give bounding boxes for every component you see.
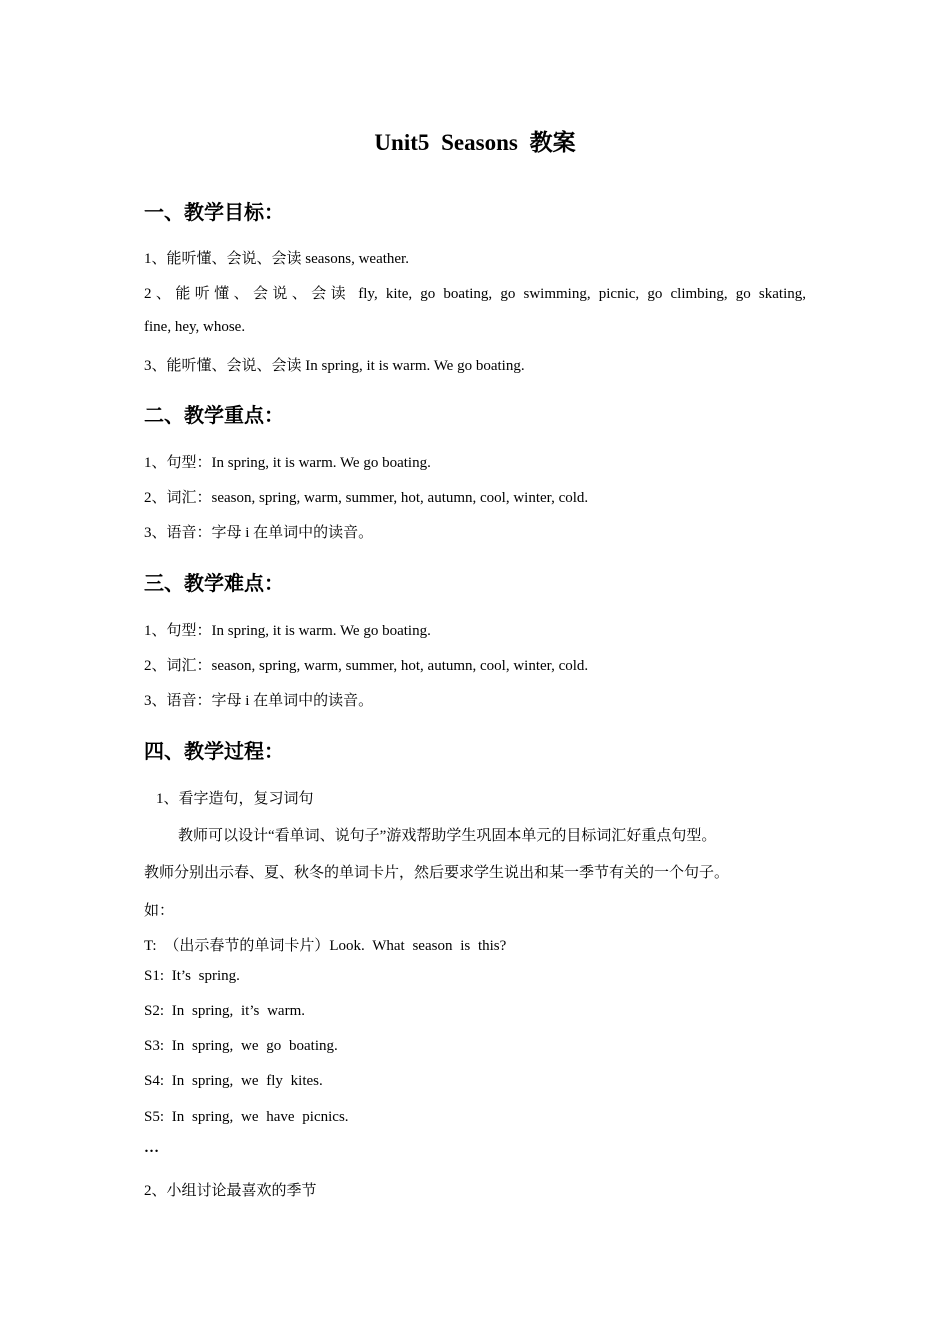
dialogue-line-teacher: T: （出示春节的单词卡片）Look. What season is this? [144,938,507,954]
objective-item-3: 3、能听懂、会说、会读 In spring, it is warm. We go boating. [144,358,525,374]
dialogue-line-s3: S3: In spring, we go boating. [144,1038,338,1054]
section-heading-process: 四、教学过程： [144,739,284,763]
dialogue-line-s5: S5: In spring, we have picnics. [144,1109,349,1125]
objective-item-1: 1、能听懂、会说、会读 seasons, weather. [144,251,409,267]
difficulty-item-2: 2、词汇：season, spring, warm, summer, hot, autumn, cool, winter, cold. [144,658,589,674]
difficulty-item-1: 1、句型：In spring, it is warm. We go boating. [144,623,431,639]
key-point-item-1: 1、句型：In spring, it is warm. We go boating. [144,455,431,471]
process-paragraph-3: 如： [144,903,175,919]
section-heading-key-points: 二、教学重点： [144,403,284,427]
objective-item-2: 2、能听懂、会说、会读 fly, kite, go boating, go swimming, picnic, go climbing, go skating, [144,286,806,302]
dialogue-ellipsis: … [144,1140,159,1156]
objective-item-2-continued: fine, hey, whose. [144,319,246,335]
process-step-2: 2、小组讨论最喜欢的季节 [144,1183,317,1199]
dialogue-line-s2: S2: In spring, it’s warm. [144,1003,305,1019]
document-title: Unit5 Seasons 教案 [374,130,576,155]
dialogue-line-s1: S1: It’s spring. [144,968,240,984]
section-heading-objectives: 一、教学目标： [144,200,284,224]
process-paragraph-1: 教师可以设计“看单词、说句子”游戏帮助学生巩固本单元的目标词汇好重点句型。 [178,828,717,844]
key-point-item-2: 2、词汇：season, spring, warm, summer, hot, autumn, cool, winter, cold. [144,490,589,506]
section-heading-difficulties: 三、教学难点： [144,571,284,595]
difficulty-item-3: 3、语音：字母 i 在单词中的读音。 [144,693,374,709]
key-point-item-3: 3、语音：字母 i 在单词中的读音。 [144,525,374,541]
dialogue-line-s4: S4: In spring, we fly kites. [144,1073,323,1089]
process-paragraph-2: 教师分别出示春、夏、秋冬的单词卡片，然后要求学生说出和某一季节有关的一个句子。 [144,865,730,881]
process-step-1: 1、看字造句，复习词句 [156,791,314,807]
